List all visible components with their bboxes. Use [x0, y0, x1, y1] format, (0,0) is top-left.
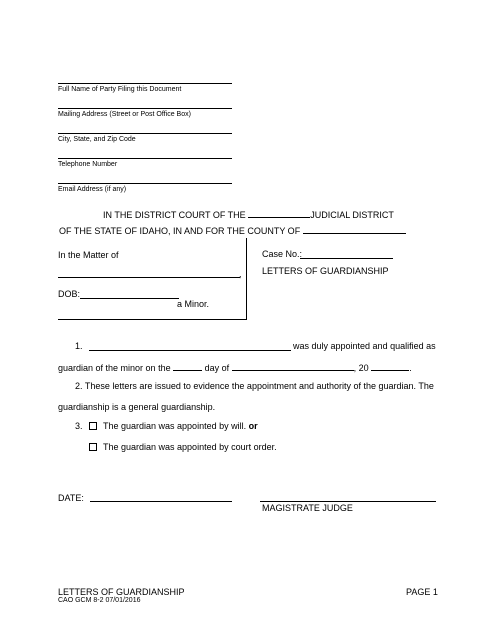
comma: , [239, 269, 242, 279]
city-label: City, State, and Zip Code [58, 136, 136, 143]
phone-label: Telephone Number [58, 161, 118, 168]
court-order-checkbox[interactable] [89, 443, 97, 451]
judge-signature-line[interactable] [260, 501, 436, 502]
day-blank[interactable] [173, 362, 202, 371]
para1-line2: guardian of the minor on the day of , 20 . [58, 363, 412, 373]
case-no-label: Case No.: [262, 249, 303, 259]
dob-line[interactable] [80, 298, 179, 299]
case-no-line[interactable] [300, 258, 393, 259]
option-will: The guardian was appointed by will. or [103, 421, 258, 431]
guardian-name-line[interactable] [89, 350, 291, 351]
para1-text: was duly appointed and qualified as [293, 341, 436, 351]
name-label: Full Name of Party Filing this Document [58, 86, 182, 93]
month-blank[interactable] [232, 362, 354, 371]
address-label: Mailing Address (Street or Post Office Box) [58, 111, 191, 118]
date-label: DATE: [58, 493, 84, 503]
county-blank[interactable] [303, 225, 406, 234]
name-line[interactable] [58, 83, 232, 84]
year-blank[interactable] [371, 362, 409, 371]
footer-code: CAO GCM 8-2 07/01/2016 [58, 597, 141, 604]
minor-label: a Minor. [177, 299, 210, 309]
document-title: LETTERS OF GUARDIANSHIP [262, 266, 389, 276]
judge-label: MAGISTRATE JUDGE [262, 503, 353, 513]
will-checkbox[interactable] [89, 422, 97, 430]
page-number: PAGE 1 [406, 587, 438, 597]
option-court-order: The guardian was appointed by court order. [103, 442, 277, 452]
footer-title: LETTERS OF GUARDIANSHIP [58, 587, 185, 597]
matter-label: In the Matter of [58, 250, 119, 260]
court-heading-line2: OF THE STATE OF IDAHO, IN AND FOR THE COUNTY OF [59, 225, 406, 236]
city-line[interactable] [58, 133, 232, 134]
minor-name-line[interactable] [58, 277, 240, 278]
email-label: Email Address (if any) [58, 186, 127, 193]
date-line[interactable] [90, 501, 232, 502]
district-blank[interactable] [248, 209, 310, 218]
para1-number: 1. [75, 341, 83, 351]
para3-number: 3. [75, 421, 83, 431]
para2-line2: guardianship is a general guardianship. [58, 402, 216, 412]
email-line[interactable] [58, 183, 232, 184]
para2-line1: 2. These letters are issued to evidence the appointment and authority of the guardian. The [75, 381, 434, 391]
caption-bottom-rule [58, 319, 247, 320]
caption-divider [246, 238, 247, 320]
address-line[interactable] [58, 108, 232, 109]
court-heading-line1: IN THE DISTRICT COURT OF THE JUDICIAL DISTRICT [103, 210, 394, 220]
phone-line[interactable] [58, 158, 232, 159]
dob-label: DOB: [58, 289, 81, 299]
